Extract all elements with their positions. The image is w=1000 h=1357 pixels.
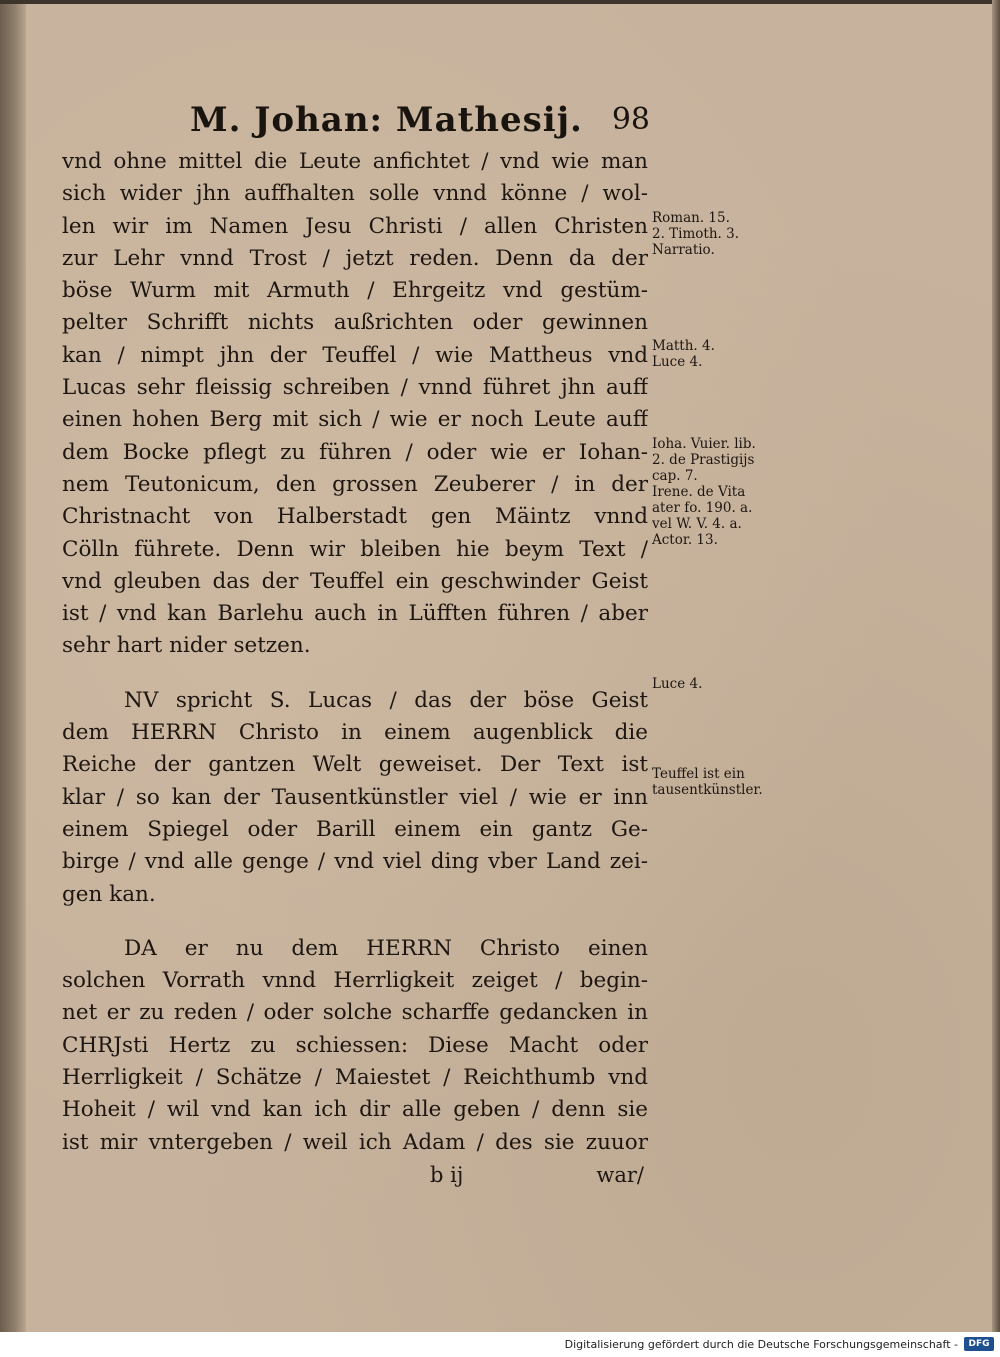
text-line: NV spricht S. Lucas / das der böse Geist <box>124 687 648 713</box>
catchword: war/ <box>596 1162 644 1187</box>
text-line: CHRJsti Hertz zu schiessen: Diese Macht oder <box>62 1032 648 1058</box>
text-line: sehr hart nider setzen. <box>62 633 311 659</box>
marginal-note <box>652 436 756 548</box>
signature-line <box>62 1159 648 1191</box>
running-title: M. Johan: Mathesij. <box>190 100 583 140</box>
text-line: böse Wurm mit Armuth / Ehrgeitz vnd gestüm- <box>62 278 648 304</box>
text-line: einem Spiegel oder Barill einem ein gantz Ge- <box>62 816 648 842</box>
text-line: ist / vnd kan Barlehu auch in Lüfften führen / aber <box>62 601 648 627</box>
text-line: DA er nu dem HERRN Christo einen <box>124 935 648 961</box>
signature-mark: b ij <box>430 1162 464 1187</box>
paragraph-gap <box>62 911 648 933</box>
text-line: Hoheit / wil vnd kan ich dir alle geben / denn sie <box>62 1097 648 1123</box>
text-line: zur Lehr vnnd Trost / jetzt reden. Denn da der <box>62 245 648 271</box>
text-line: Christnacht von Halberstadt gen Mäintz vnnd <box>62 504 648 530</box>
marginal-note-line: tausentkünstler. <box>652 782 763 798</box>
footer-bar <box>0 1332 1000 1357</box>
text-line: kan / nimpt jhn der Teuffel / wie Mattheus vnd <box>62 342 648 368</box>
marginal-note-line: 2. de Prastigijs <box>652 452 755 468</box>
text-line: Herrligkeit / Schätze / Maiestet / Reichthumb vnd <box>62 1065 648 1091</box>
text-line: Cölln führete. Denn wir bleiben hie beym Text / <box>62 536 648 562</box>
marginal-note-line: 2. Timoth. 3. <box>652 226 740 242</box>
page-number: 98 <box>611 102 650 137</box>
text-line: net er zu reden / oder solche scharffe gedancken in <box>62 1000 648 1026</box>
text-line: birge / vnd alle genge / vnd viel ding vber Land zei- <box>62 849 648 875</box>
marginal-note-line: Irene. de Vita <box>652 484 746 500</box>
marginal-note-line: Teuffel ist ein <box>652 766 745 782</box>
page-right-edge <box>992 0 1000 1332</box>
page-top-edge <box>0 0 1000 4</box>
marginal-note <box>652 676 702 692</box>
marginal-note-line: Luce 4. <box>652 354 703 370</box>
text-line: Reiche der gantzen Welt geweiset. Der Text ist <box>62 752 648 778</box>
marginal-note-line: Luce 4. <box>652 676 703 692</box>
marginal-note-line: Roman. 15. <box>652 210 730 226</box>
marginal-notes <box>652 0 792 1332</box>
text-line: vnd ohne mittel die Leute anfichtet / vnd wie man <box>62 149 648 174</box>
page-binding-shadow <box>0 0 26 1332</box>
text-line: klar / so kan der Tausentkünstler viel / wie er inn <box>62 784 648 810</box>
digitization-credit: Digitalisierung gefördert durch die Deutsche Forschungsgemeinschaft - <box>564 1338 958 1351</box>
text-line: pelter Schrifft nichts außrichten oder gewinnen <box>62 310 648 336</box>
marginal-note-line: Actor. 13. <box>652 532 718 548</box>
text-line: gen kan. <box>62 881 156 907</box>
text-line: Lucas sehr fleissig schreiben / vnnd führet jhn auff <box>62 375 648 401</box>
text-line: vnd gleuben das der Teuffel ein geschwinder Geist <box>62 568 648 594</box>
text-line: einen hohen Berg mit sich / wie er noch Leute auff <box>62 407 648 433</box>
text-line: sich wider jhn auffhalten solle vnnd könne / wol- <box>62 181 648 207</box>
marginal-note-line: cap. 7. <box>652 468 698 484</box>
body-text <box>62 146 648 1191</box>
page-header <box>190 100 650 146</box>
dfg-logo: DFG <box>964 1337 994 1351</box>
text-line: nem Teutonicum, den grossen Zeuberer / in der <box>62 471 648 497</box>
text-line: ist mir vntergeben / weil ich Adam / des sie zuuor <box>62 1129 648 1155</box>
marginal-note-line: vel W. V. 4. a. <box>652 516 742 532</box>
text-line: dem HERRN Christo in einem augenblick die <box>62 720 648 746</box>
marginal-note <box>652 766 763 798</box>
marginal-note-line: Matth. 4. <box>652 338 715 354</box>
marginal-note-line: Narratio. <box>652 242 715 258</box>
marginal-note <box>652 338 715 370</box>
text-line: len wir im Namen Jesu Christi / allen Christen <box>62 213 648 239</box>
text-line: dem Bocke pflegt zu führen / oder wie er Iohan- <box>62 439 648 465</box>
text-line: solchen Vorrath vnnd Herrligkeit zeiget / begin- <box>62 968 648 994</box>
marginal-note-line: Ioha. Vuier. lib. <box>652 436 756 452</box>
paragraph-gap <box>62 663 648 685</box>
marginal-note <box>652 210 739 258</box>
marginal-note-line: ater fo. 190. a. <box>652 500 753 516</box>
